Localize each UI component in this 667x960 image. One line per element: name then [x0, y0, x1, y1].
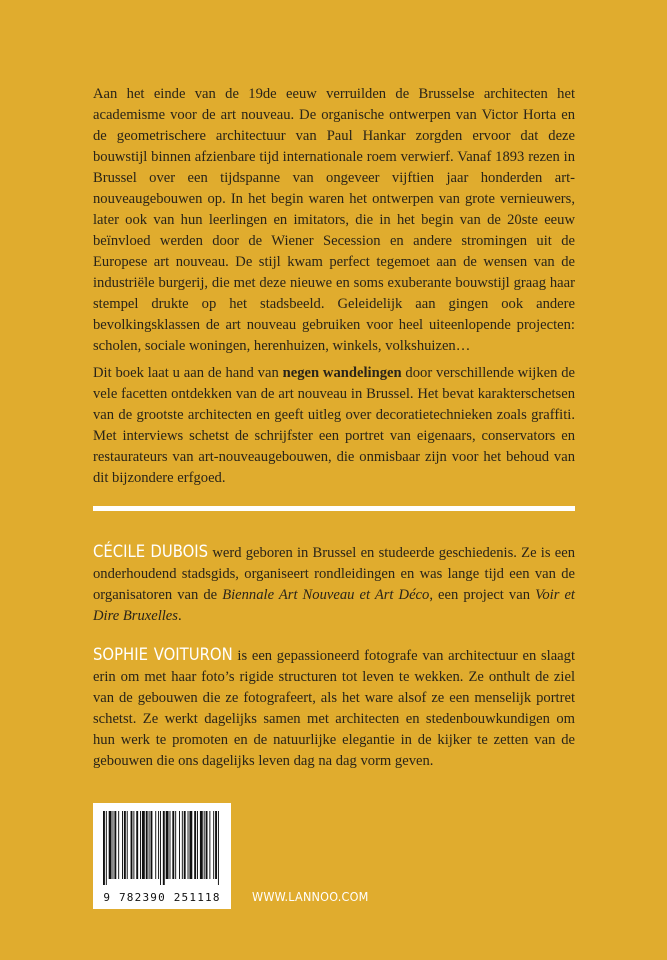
barcode-bar [209, 811, 210, 879]
barcode-bar [149, 811, 150, 879]
barcode-bar [127, 811, 128, 879]
barcode-bar [182, 811, 183, 879]
intro-text-2-start: Dit boek laat u aan de hand van [93, 365, 283, 381]
barcode-bar [213, 811, 214, 879]
intro-text-2-bold: negen wandelingen [282, 365, 402, 381]
author-bio-part-2: , een project van [429, 587, 536, 603]
author-bio-part-3: . [177, 608, 182, 624]
barcode-bar [160, 811, 161, 885]
barcode-bar [163, 811, 165, 885]
barcode-bar [131, 811, 133, 879]
barcode-bar [136, 811, 138, 879]
barcode-bar [172, 811, 174, 879]
author-bio-italic-2: Voir et Dire Bruxelles [93, 587, 575, 624]
barcode-bars-graphic [103, 811, 221, 885]
isbn-barcode [93, 803, 231, 909]
barcode-bar [179, 811, 180, 879]
author-name: CÉCILE DUBOIS [93, 542, 209, 561]
isbn-number: 9 782390 251118 [103, 891, 221, 904]
author-bio-part-1: werd geboren in Brussel en studeerde geschiedenis. Ze is een onderhoudend stadsgids, organiseert rondleidingen en was lange tijd een van de organisatoren van de [93, 545, 575, 603]
intro-paragraph-1 [93, 84, 575, 357]
barcode-bar [194, 811, 196, 879]
barcode-bar [151, 811, 153, 879]
barcode-bar [113, 811, 114, 879]
barcode-bar [103, 811, 105, 885]
barcode-bar [118, 811, 119, 879]
barcode-bar [155, 811, 156, 879]
photographer-bio-body: is een gepassioneerd fotografe van architectuur en slaagt erin om met haar foto’s rigide structuren tot leven te wekken. Ze onthult de ziel van de gebouwen die ze fotografeert, als het ware alsof ze een menselijk portret schetst. Ze werkt dagelijks samen met architecten en stedenbouwkundigen om hun werk te promoten en de natuurlijke elegantie in de kijker te zetten van de gebouwen die ons dagelijks leven dag na dag vorm geven. [93, 648, 576, 769]
barcode-bar [158, 811, 159, 879]
barcode-bar [122, 811, 123, 879]
publisher-website: WWW.LANNOO.COM [252, 889, 369, 904]
barcode-bar [215, 811, 217, 879]
barcode-bar [197, 811, 198, 879]
barcode-bar [184, 811, 186, 879]
barcode-bar [170, 811, 171, 879]
intro-text-2-end: door verschillende wijken de vele facetten ontdekken van de art nouveau in Brussel. Het bevat karakterschetsen van de grootste architecten en geeft uitleg over decoratietechnieken zoals graffiti. Met interviews schetst de schrijfster een portret van eigenaars, conservators en restaurateurs van art-nouveaugebouwen, die onmisbaar zijn voor het behoud van dit bijzondere erfgoed. [93, 365, 576, 486]
barcode-bar [133, 811, 134, 879]
barcode-bar [114, 811, 116, 879]
divider-rule [93, 506, 575, 511]
barcode-bar [142, 811, 145, 879]
photographer-bio-text [93, 644, 575, 772]
barcode-bar [188, 811, 189, 879]
barcode-bar [109, 811, 112, 879]
barcode-bar [218, 811, 219, 885]
barcode-bar [166, 811, 169, 879]
intro-paragraph-2 [93, 363, 575, 489]
barcode-bar [124, 811, 126, 879]
barcode-bar [175, 811, 176, 879]
photographer-name: SOPHIE VOITURON [93, 645, 233, 664]
barcode-bar [204, 811, 205, 879]
barcode-bar [140, 811, 141, 879]
barcode-bar [146, 811, 148, 879]
barcode-bar [189, 811, 192, 879]
photographer-bio [93, 644, 575, 772]
author-bio-italic-1: Biennale Art Nouveau et Art Déco [222, 587, 430, 603]
intro-text-1: Aan het einde van de 19de eeuw verruilden de Brusselse architecten het academisme voor de art nouveau. De organische ontwerpen van Victor Horta en de geometrischere architectuur van Paul Hankar zorgden ervoor dat deze bouwstijl binnen afzienbare tijd internationale roem verwierf. Vanaf 1893 rezen in Brussel over een tijdspanne van ongeveer vijftien jaar honderden art-nouveaugebouwen op. In het begin waren het ontwerpen van grote vernieuwers, later ook van hun leerlingen en imitators, die in het begin van de 20ste eeuw beïnvloed werden door de Wiener Secession en andere stromingen uit de Europese art nouveau. De stijl kwam perfect tegemoet aan de wensen van de industriële burgerij, die met deze nieuwe en soms exuberante bouwstijl graag haar stempel drukte op het stadsbeeld. Geleidelijk aan gingen ook andere bevolkingsklassen de art nouveau gebruiken voor heel uiteenlopende projecten: scholen, sociale woningen, herenhuizen, winkels, volkshuizen… [93, 86, 575, 354]
intro-text-2 [93, 363, 575, 489]
author-bio-text [93, 541, 575, 627]
barcode-bar [206, 811, 208, 879]
barcode-bar [106, 811, 107, 885]
barcode-bar [200, 811, 203, 879]
author-bio [93, 541, 575, 627]
